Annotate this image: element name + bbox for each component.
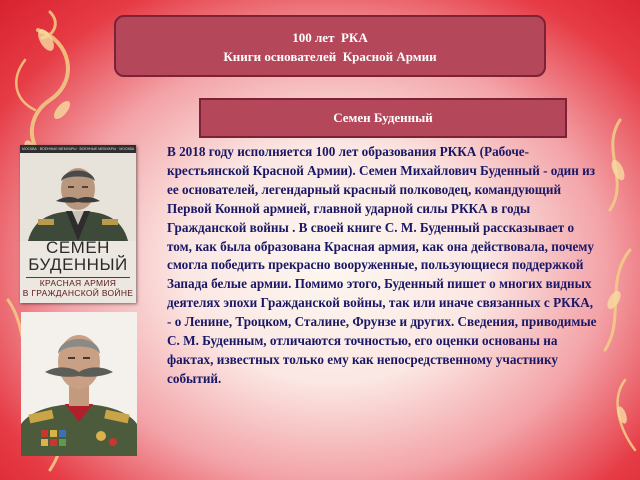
book-cover-author-first: СЕМЕН: [46, 238, 110, 257]
book-cover-title-line-2: В ГРАЖДАНСКОЙ ВОЙНЕ: [22, 287, 134, 298]
header-line-1: 100 лет РКА: [292, 30, 368, 45]
book-cover-author: [20, 239, 136, 273]
book-cover-top-strip: [20, 145, 136, 153]
portrait-photo: [21, 312, 137, 456]
book-cover: [20, 145, 136, 303]
book-cover-top-text: МОСКВА · ВОЕННЫЕ МЕМУАРЫ · ВОЕННЫЕ МЕМУАРЫ · МОСКВА: [21, 147, 135, 151]
book-cover-title-line-1: КРАСНАЯ АРМИЯ: [39, 278, 117, 288]
book-cover-portrait-image: [20, 153, 136, 241]
book-cover-author-last: БУДЕННЫЙ: [28, 255, 128, 274]
book-cover-title: [20, 279, 136, 298]
subtitle-banner: Семен Буденный: [199, 98, 567, 138]
main-paragraph: В 2018 году исполняется 100 лет образования РККА (Рабоче-крестьянской Красной Армии). Семен Михайлович Буденный - один из ее основателей, легендарный красный полководец, командующий Первой Конной армией, главной ударной силы РККА в годы Гражданской войны . В своей книге С. М. Буденный рассказывает о том, как была образована Красная армия, как она действовала, почему смогла победить прекрасно вооруженные, пользующиеся поддержкой Запада белые армии. Помимо этого, Буденный пишет о многих видных деятелях эпохи Гражданской войны, так или иначе связанных с РККА, - о Ленине, Троцком, Сталине, Фрунзе и других. Сведения, приводимые С. М. Буденным, отличаются точностью, его оценки основаны на фактах, известных только ему как непосредственному участнику событий.: [167, 144, 597, 386]
header-banner: [114, 15, 546, 77]
header-line-2: Книги основателей Красной Армии: [223, 49, 437, 64]
